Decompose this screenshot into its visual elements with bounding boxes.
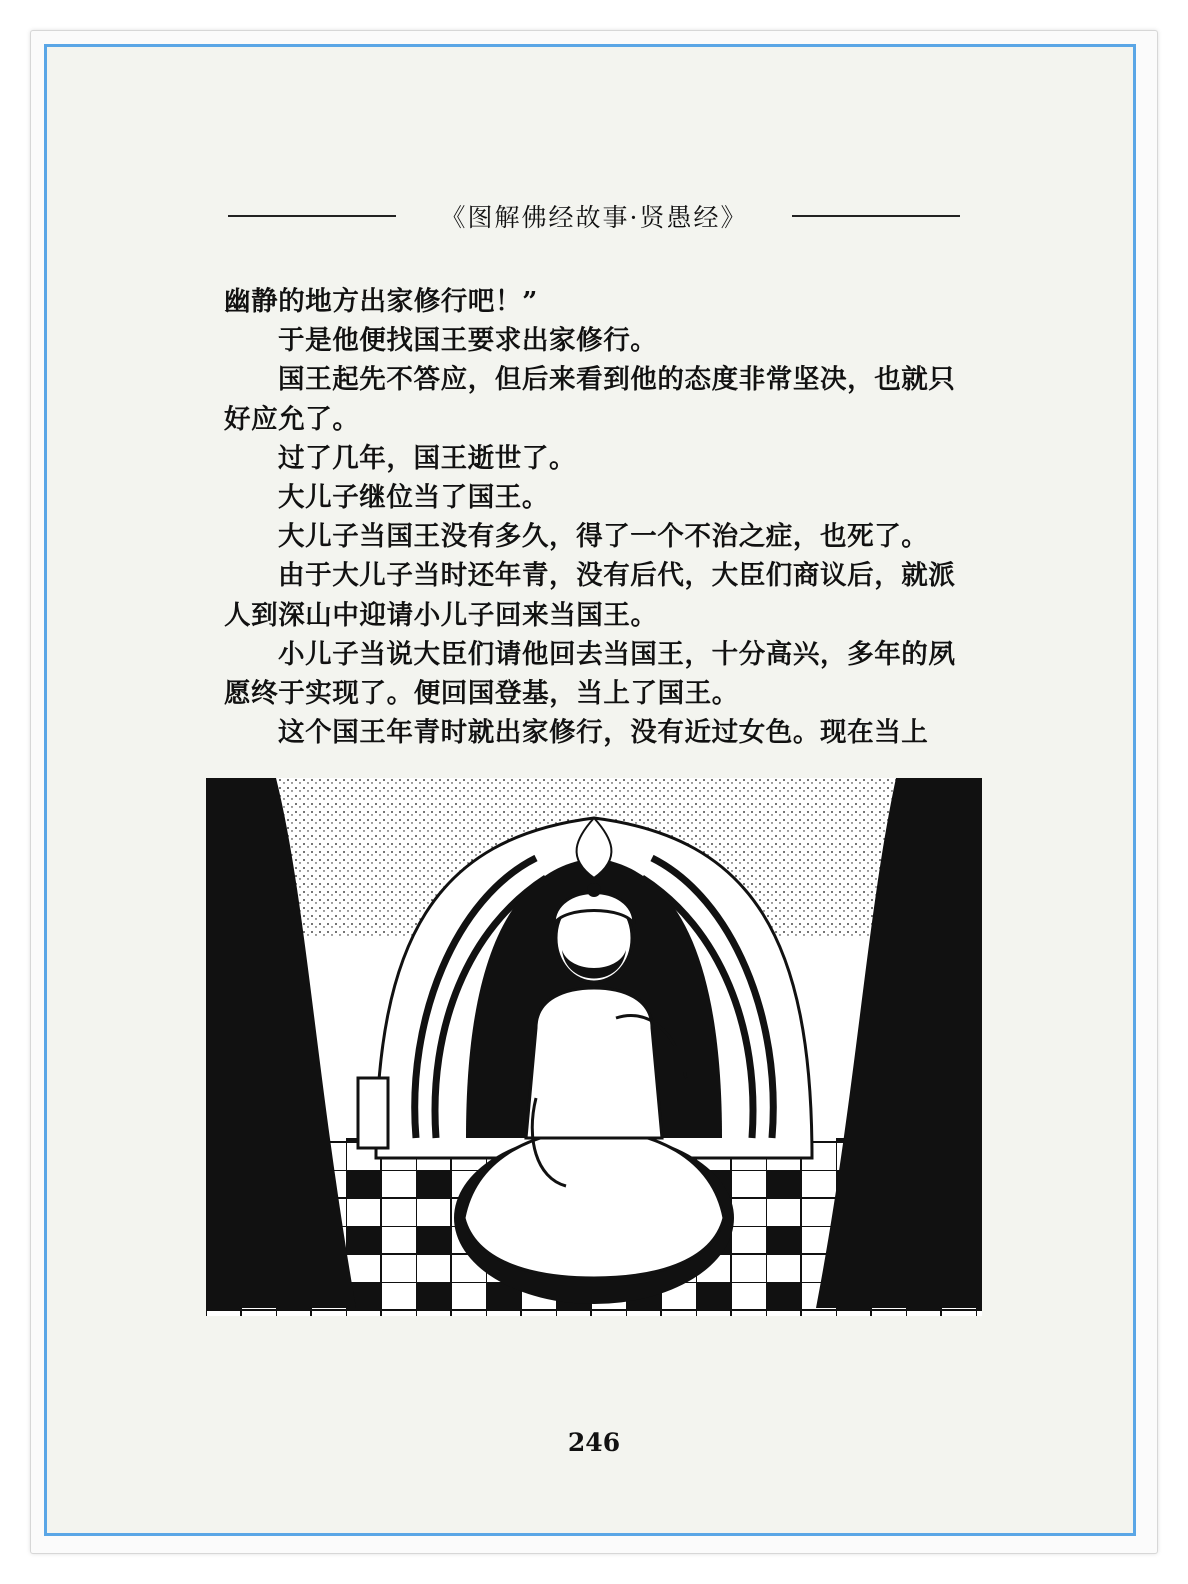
- page-number: 246: [567, 1428, 621, 1457]
- paragraph: 国王起先不答应，但后来看到他的态度非常坚决，也就只好应允了。: [224, 364, 956, 435]
- paragraph: 大儿子当国王没有多久，得了一个不治之症，也死了。: [278, 521, 929, 553]
- paragraph: 这个国王年青时就出家修行，没有近过女色。现在当上: [278, 717, 929, 749]
- header-rule-right: [792, 215, 960, 217]
- paragraph: 过了几年，国王逝世了。: [278, 442, 577, 474]
- header-title: 《图解佛经故事·贤愚经》: [440, 203, 748, 232]
- paragraph: 由于大儿子当时还年青，没有后代，大臣们商议后，就派人到深山中迎请小儿子回来当国王。: [224, 560, 956, 631]
- paragraph: 幽静的地方出家修行吧！”: [224, 286, 538, 317]
- king-illustration: [206, 778, 982, 1316]
- body-text: [224, 282, 960, 752]
- running-header: [228, 198, 960, 234]
- paragraph: 于是他便找国王要求出家修行。: [278, 325, 658, 357]
- paragraph: 大儿子继位当了国王。: [278, 482, 549, 514]
- paragraph: 小儿子当说大臣们请他回去当国王，十分高兴，多年的夙愿终于实现了。便回国登基，当上了国王。: [224, 638, 956, 710]
- header-rule-left: [228, 215, 396, 217]
